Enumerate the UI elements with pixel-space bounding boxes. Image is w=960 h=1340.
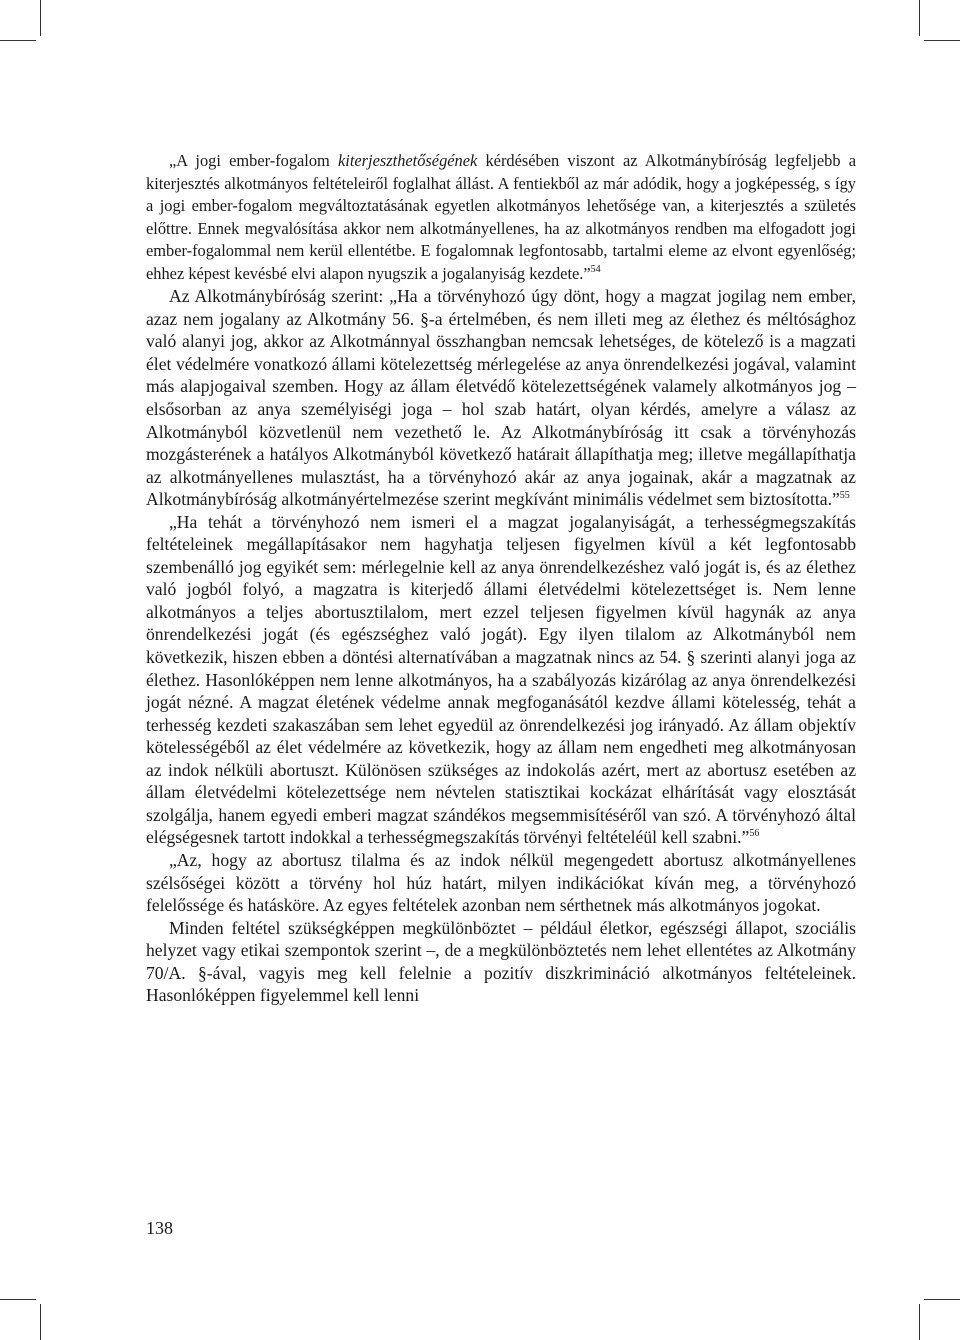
text-span: „Az, hogy az abortusz tilalma és az indok nélkül megengedett abortusz alkotmányellenes szélsőségei között a törvény hol húz határt, milyen indikációkat kíván meg, a törvényhozó felelőssége és hatásköre. Az egyes feltételek azonban nem sérthetnek más alkotmányos jogokat. <box>146 849 856 916</box>
paragraph <box>146 917 856 1007</box>
paragraph <box>146 511 856 849</box>
crop-mark-top-left-h <box>0 40 36 41</box>
crop-mark-top-left-v <box>40 0 41 36</box>
body-text <box>146 150 856 1007</box>
footnote-ref: 55 <box>839 490 850 502</box>
crop-mark-bottom-right-v <box>919 1304 920 1340</box>
text-span: Az Alkotmánybíróság szerint: „Ha a törvényhozó úgy dönt, hogy a magzat jogilag nem ember, azaz nem jogalany az Alkotmány 56. §-a értelmében, és nem illeti meg az élethez és méltósághoz való alanyi jog, akkor az Alkotmánnyal összhangban nemcsak lehetséges, de kötelező is a magzati élet védelmére vonatkozó állami kötelezettség mérlegelése az anya önrendelkezési jogával, valamint más alapjogaival szemben. Hogy az állam életvédő kötelezettségének valamely alkotmányos jog – elsősorban az anya személyiségi joga – hol szab határt, olyan kérdés, amelyre a válasz az Alkotmányból közvetlenül nem vezethető le. Az Alkotmánybíróság itt csak a törvényhozás mozgásterének a hatályos Alkotmányból következő határait állapíthatja meg; illetve megállapíthatja az alkotmányellenes mulasztást, ha a törvényhozó akár az anya jogainak, akár a magzatnak az Alkotmánybíróság alkotmányértelmezése szerint megkívánt minimális védelmet sem biztosította.” <box>146 286 856 510</box>
paragraph <box>146 285 856 510</box>
text-span: „A jogi ember-fogalom <box>169 151 339 170</box>
crop-mark-top-right-v <box>919 0 920 36</box>
crop-mark-bottom-left-v <box>40 1304 41 1340</box>
footnote-ref: 54 <box>590 263 601 275</box>
crop-mark-bottom-right-h <box>924 1299 960 1300</box>
text-span: kérdésében viszont az Alkotmánybíróság legfeljebb a kiterjesztés alkotmányos feltételeiről foglalhat állást. A fentiekből az már adódik, hogy a jogképesség, s így a jogi ember-fogalom megváltoztatásának egyetlen alkotmányos lehetősége van, a kiterjesztés a születés előttre. Ennek megvalósítása akkor nem alkotmányellenes, ha az alkotmányos rendben ma elfogadott jogi ember-fogalommal nem kerül ellentétbe. E fogalomnak legfontosabb, tartalmi eleme az elvont egyenlőség; ehhez képest kevésbé elvi alapon nyugszik a jogalanyiság kezdete.” <box>146 151 856 283</box>
page-number: 138 <box>146 1218 173 1238</box>
text-span: kiterjeszthetőségének <box>338 151 478 170</box>
text-span: Minden feltétel szükségképpen megkülönböztet – például életkor, egészségi állapot, szociális helyzet vagy etikai szempontok szerint –, de a megkülönböztetés nem lehet ellentétes az Alkotmány 70/A. §-ával, vagyis meg kell felelnie a pozitív diszkrimináció alkotmányos feltételeinek. Hasonlóképpen figyelemmel kell lenni <box>146 917 856 1006</box>
crop-mark-top-right-h <box>924 40 960 41</box>
footnote-ref: 56 <box>749 828 760 840</box>
text-span: „Ha tehát a törvényhozó nem ismeri el a magzat jogalanyiságát, a terhességmegszakítás feltételeinek megállapításakor nem hagyhatja teljesen figyelmen kívül a két legfontosabb szembenálló jog egyikét sem: mérlegelnie kell az anya önrendelkezéshez való jogát is, és az élethez való jogból folyó, a magzatra is kiterjedő állami életvédelmi kötelezettséget is. Nem lenne alkotmányos a teljes abortusztilalom, mert ezzel teljesen figyelmen kívül hagynák az anya önrendelkezési jogát (és egészséghez való jogát). Egy ilyen tilalom az Alkotmányból nem következik, hiszen ebben a döntési alternatívában a magzatnak nincs az 54. § szerinti alanyi joga az élethez. Hasonlóképpen nem lenne alkotmányos, ha a szabályozás kizárólag az anya önrendelkezési jogát nézné. A magzat életének védelme annak megfoganásától kezdve állami kötelesség, tehát a terhesség kezdeti szakaszában sem lehet egyedül az önrendelkezési jog irányadó. Az állam objektív kötelességéből az élet védelmére az következik, hogy az állam nem engedheti meg alkotmányosan az indok nélküli abortuszt. Különösen szükséges az indokolás azért, mert az abortusz esetében az állam életvédelmi kötelezettsége nem névtelen statisztikai kockázat elhárítását vagy elosztását szolgálja, hanem egyedi emberi magzat szándékos megsemmisítéséről van szó. A törvényhozó által elégségesnek tartott indokkal a terhességmegszakítás törvényi feltételéül kell szabni.” <box>146 511 856 848</box>
paragraph <box>146 849 856 917</box>
paragraph <box>146 150 856 285</box>
crop-mark-bottom-left-h <box>0 1299 36 1300</box>
